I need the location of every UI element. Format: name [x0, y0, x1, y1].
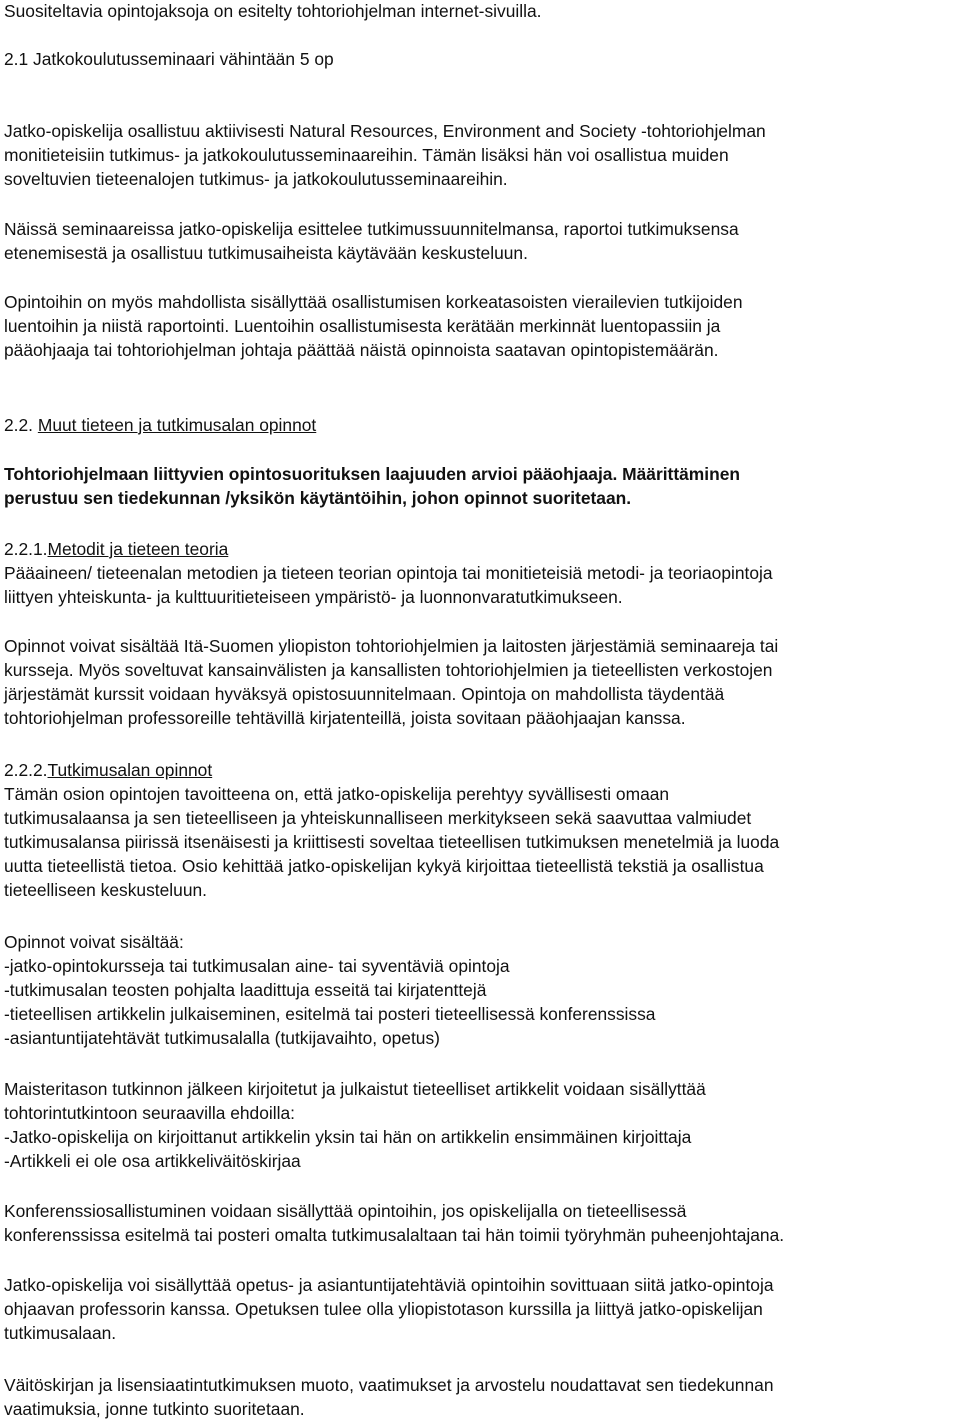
text-line: tutkimusalaan. [4, 1323, 117, 1343]
text-line: järjestämät kurssit voidaan hyväksyä opistosuunnitelmaan. Opintoja on mahdollista täydentää [4, 684, 725, 704]
text-line: Tämän osion opintojen tavoitteena on, että jatko-opiskelija perehtyy syvällisesti omaan [4, 784, 670, 804]
text-line: Pääaineen/ tieteenalan metodien ja tieteen teorian opintoja tai monitieteisiä metodi- ja teoriaopintoja [4, 563, 773, 583]
section-number: 2.2. [4, 415, 38, 435]
section-2-2-2-paragraph-5 [4, 1273, 774, 1345]
text-line: ohjaavan professorin kanssa. Opetuksen tulee olla yliopistotason kurssilla ja liittyä jatko-opiskelijan [4, 1299, 763, 1319]
text-line: liittyen yhteiskunta- ja kulttuuritieteiseen ympäristö- ja luonnonvaratutkimukseen. [4, 587, 623, 607]
section-2-2-2-title [4, 758, 212, 782]
text-line: Väitöskirjan ja lisensiaatintutkimuksen muoto, vaatimukset ja arvostelu noudattavat sen tiedekunnan [4, 1375, 774, 1395]
section-2-1-heading [4, 47, 334, 71]
text-line: tohtorintutkintoon seuraavilla ehdoilla: [4, 1103, 295, 1123]
section-2-2-1-title [4, 537, 228, 561]
list-item: -tutkimusalan teosten pohjalta laadittuja esseitä tai kirjatenttejä [4, 980, 487, 1000]
bold-text-line: perustuu sen tiedekunnan /yksikön käytäntöihin, johon opinnot suoritetaan. [4, 488, 632, 508]
section-2-2-2-paragraph-3 [4, 1077, 706, 1173]
section-2-2-1-paragraph-1 [4, 561, 773, 609]
section-2-2-heading [4, 413, 316, 437]
section-2-2-1-heading [4, 537, 228, 561]
section-2-2-2-paragraph-6 [4, 1373, 774, 1421]
text-line: tutkimusalaansa ja sen tieteelliseen ja yhteiskunnalliseen merkitykseen sekä saavuttaa valmiudet [4, 808, 752, 828]
section-2-1-paragraph-2 [4, 217, 739, 265]
text-line: luentoihin ja niistä raportointi. Luentoihin osallistumisesta kerätään merkinnät luentopassiin ja [4, 316, 721, 336]
text-line: vaatimuksia, jonne tutkinto suoritetaan. [4, 1399, 305, 1419]
text-line: Opinnot voivat sisältää Itä-Suomen yliopiston tohtoriohjelmien ja laitosten järjestämiä seminaareja tai [4, 636, 779, 656]
text-line: kursseja. Myös soveltuvat kansainvälisten ja kansallisten tohtoriohjelmien ja tieteellisten verkostojen [4, 660, 773, 680]
text-line: Opintoihin on myös mahdollista sisällyttää osallistumisen korkeatasoisten vierailevien tutkijoiden [4, 292, 743, 312]
section-2-2-2-paragraph-1 [4, 782, 779, 902]
section-2-1-paragraph-3 [4, 290, 743, 362]
section-title-text: Metodit ja tieteen teoria [47, 539, 229, 559]
text-line: soveltuvien tieteenalojen tutkimus- ja jatkokoulutusseminaareihin. [4, 169, 508, 189]
text-line: Jatko-opiskelija voi sisällyttää opetus- ja asiantuntijatehtäviä opintoihin sovittuaan siitä jatko-opintoja [4, 1275, 774, 1295]
text-line: pääohjaaja tai tohtoriohjelman johtaja päättää näistä opinnoista saatavan opintopistemäärän. [4, 340, 719, 360]
section-title-text: Muut tieteen ja tutkimusalan opinnot [37, 415, 317, 435]
text-line: tutkimusalansa piirissä itsenäisesti ja kriittisesti soveltaa tieteellisen tutkimuksen menetelmiä ja luoda [4, 832, 780, 852]
section-2-2-2-heading [4, 758, 212, 782]
section-2-2-2-paragraph-2 [4, 930, 655, 1050]
section-2-1-title: 2.1 Jatkokoulutusseminaari vähintään 5 op [4, 49, 334, 69]
list-heading: Opinnot voivat sisältää: [4, 932, 184, 952]
section-2-2-1-paragraph-2 [4, 634, 778, 730]
text-line: Konferenssiosallistuminen voidaan sisällyttää opintoihin, jos opiskelijalla on tieteellisessä [4, 1201, 687, 1221]
text-line: tieteelliseen keskusteluun. [4, 880, 208, 900]
list-item: -tieteellisen artikkelin julkaiseminen, esitelmä tai posteri tieteellisessä konferenssissa [4, 1004, 656, 1024]
list-item: -Artikkeli ei ole osa artikkeliväitöskirjaa [4, 1151, 301, 1171]
text-line: uutta tieteellistä tietoa. Osio kehittää jatko-opiskelijan kykyä kirjoittaa tieteellistä tekstiä ja osallistua [4, 856, 764, 876]
text-line: monitieteisiin tutkimus- ja jatkokoulutusseminaareihin. Tämän lisäksi hän voi osallistua muiden [4, 145, 729, 165]
text-line: etenemisestä ja osallistuu tutkimusaiheista käytävään keskusteluun. [4, 243, 528, 263]
section-number: 2.2.1. [4, 539, 48, 559]
text-line: konferenssissa esitelmä tai posteri omalta tutkimusalaltaan tai hän toimii työryhmän puheenjohtajana. [4, 1225, 785, 1245]
list-item: -Jatko-opiskelija on kirjoittanut artikkelin yksin tai hän on artikkelin ensimmäinen kirjoittaja [4, 1127, 692, 1147]
list-item: -asiantuntijatehtävät tutkimusalalla (tutkijavaihto, opetus) [4, 1028, 440, 1048]
bold-text-line: Tohtoriohjelmaan liittyvien opintosuorituksen laajuuden arvioi pääohjaaja. Määrittäminen [4, 464, 741, 484]
intro-line: Suositeltavia opintojaksoja on esitelty tohtoriohjelman internet-sivuilla. [4, 1, 542, 21]
section-2-2-2-paragraph-4 [4, 1199, 784, 1247]
section-2-2-bold-paragraph [4, 462, 740, 510]
text-line: Jatko-opiskelija osallistuu aktiivisesti Natural Resources, Environment and Society -tohtoriohjelman [4, 121, 766, 141]
section-2-1-paragraph-1 [4, 119, 766, 191]
section-number: 2.2.2. [4, 760, 48, 780]
text-line: tohtoriohjelman professoreille tehtävillä kirjatenteillä, joista sovitaan pääohjaajan kanssa. [4, 708, 686, 728]
section-title-text: Tutkimusalan opinnot [47, 760, 213, 780]
section-2-2-title [4, 413, 316, 437]
text-line: Näissä seminaareissa jatko-opiskelija esittelee tutkimussuunnitelmansa, raportoi tutkimuksensa [4, 219, 739, 239]
list-item: -jatko-opintokursseja tai tutkimusalan aine- tai syventäviä opintoja [4, 956, 510, 976]
intro-paragraph [4, 0, 541, 23]
text-line: Maisteritason tutkinnon jälkeen kirjoitetut ja julkaistut tieteelliset artikkelit voidaan sisällyttää [4, 1079, 706, 1099]
